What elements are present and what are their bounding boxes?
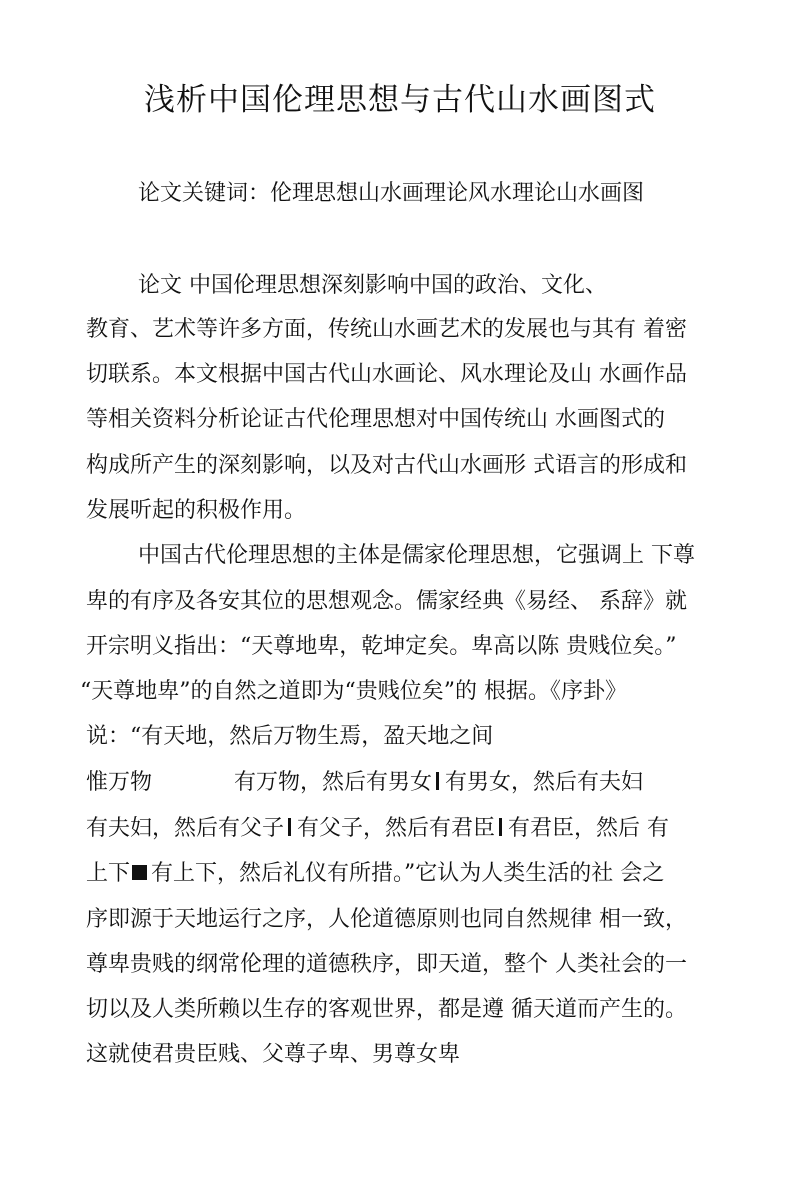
- body-line: 说：“有天地，然后万物生焉，盈天地之间: [86, 724, 494, 749]
- body-line: 教育、艺术等许多方面，传统山水画艺术的发展也与其有 着密: [86, 317, 687, 342]
- body-line: 论文 中国伦理思想深刻影响中国的政治、文化、: [138, 273, 607, 298]
- bar-mark-icon: [436, 772, 439, 790]
- body-line-segmented: [86, 818, 669, 840]
- body-line-segment: 有夫妇，然后有父子: [86, 816, 285, 841]
- square-mark-icon: [132, 865, 147, 880]
- body-line-segmented: [86, 863, 664, 885]
- body-line: 发展听起的积极作用。: [86, 498, 307, 523]
- body-line: 中国古代伦理思想的主体是儒家伦理思想，它强调上 下尊: [138, 543, 695, 568]
- bar-mark-icon: [288, 818, 291, 836]
- body-line: 卑的有序及各安其位的思想观念。儒家经典《易经、 系辞》就: [86, 589, 687, 614]
- body-line-segmented: [234, 772, 643, 794]
- body-line: 切联系。本文根据中国古代山水画论、风水理论及山 水画作品: [86, 362, 687, 387]
- body-line-segment: 有君臣，然后 有: [508, 816, 670, 841]
- body-line-segment: 上下: [86, 861, 131, 886]
- keywords-line: 论文关键词：伦理思想山水画理论风水理论山水画图: [138, 181, 645, 206]
- body-line-segment: 惟万物: [86, 770, 153, 795]
- body-line-segment: 有上下，然后礼仪有所措。”它认为人类生活的社 会之: [151, 861, 665, 886]
- bar-mark-icon: [499, 818, 502, 836]
- body-line-segment: 有男女，然后有夫妇: [445, 770, 644, 795]
- body-line: “天尊地卑”的自然之道即为“贵贱位矣”的 根据。《序卦》: [80, 679, 627, 704]
- body-line-segment: 有万物，然后有男女: [234, 770, 433, 795]
- body-line: 切以及人类所赖以生存的客观世界，都是遵 循天道而产生的。: [86, 997, 687, 1022]
- body-line-segment: 有父子，然后有君臣: [297, 816, 496, 841]
- body-line: 序即源于天地运行之序，人伦道德原则也同自然规律 相一致，: [86, 907, 687, 932]
- body-line: 构成所产生的深刻影响，以及对古代山水画形 式语言的形成和: [86, 453, 687, 478]
- body-line: 开宗明义指出：“天尊地卑，乾坤定矣。卑高以陈 贵贱位矣。”: [86, 634, 677, 659]
- document-title: 浅析中国伦理思想与古代山水画图式: [144, 82, 656, 118]
- body-line: 尊卑贵贱的纲常伦理的道德秩序，即天道，整个 人类社会的一: [86, 952, 687, 977]
- body-line: 这就使君贵臣贱、父尊子卑、男尊女卑: [86, 1042, 461, 1067]
- body-line: 等相关资料分析论证古代伦理思想对中国传统山 水画图式的: [86, 407, 665, 432]
